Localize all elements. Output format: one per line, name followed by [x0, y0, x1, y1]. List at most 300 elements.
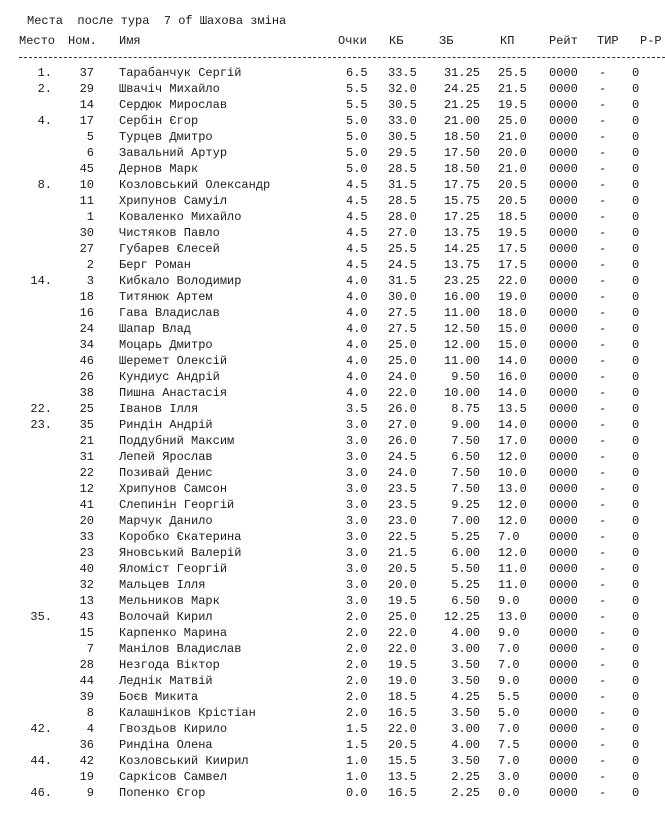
- table-row: [0, 273, 665, 289]
- cell-pr: 0: [632, 322, 640, 336]
- cell-points: 3.5: [346, 402, 368, 416]
- cell-num: 20: [79, 514, 94, 528]
- cell-num: 19: [79, 770, 94, 784]
- cell-zb: 12.25: [443, 610, 480, 624]
- cell-num: 23: [79, 546, 94, 560]
- table-row: [0, 737, 665, 753]
- cell-kp: 13.5: [498, 402, 527, 416]
- cell-tir: -: [599, 146, 607, 160]
- cell-zb: 7.00: [451, 514, 480, 528]
- cell-zb: 11.00: [443, 354, 480, 368]
- cell-place: 1.: [37, 66, 52, 80]
- table-row: [0, 577, 665, 593]
- cell-points: 3.0: [346, 418, 368, 432]
- table-row: [0, 305, 665, 321]
- cell-zb: 5.25: [451, 578, 480, 592]
- cell-num: 29: [79, 82, 94, 96]
- cell-rating: 0000: [549, 402, 578, 416]
- cell-name: Хрипунов Самуіл: [119, 194, 228, 208]
- cell-tir: -: [599, 338, 607, 352]
- cell-name: Шапар Влад: [119, 322, 192, 336]
- cell-place: 14.: [30, 274, 52, 288]
- cell-rating: 0000: [549, 562, 578, 576]
- cell-rating: 0000: [549, 130, 578, 144]
- cell-tir: -: [599, 546, 607, 560]
- cell-tir: -: [599, 114, 607, 128]
- cell-zb: 7.50: [451, 434, 480, 448]
- cell-zb: 13.75: [443, 258, 480, 272]
- cell-tir: -: [599, 530, 607, 544]
- cell-tir: -: [599, 418, 607, 432]
- cell-name: Сербін Єгор: [119, 114, 199, 128]
- cell-num: 5: [86, 130, 94, 144]
- cell-pr: 0: [632, 738, 640, 752]
- cell-zb: 3.50: [451, 706, 480, 720]
- table-row: [0, 401, 665, 417]
- cell-tir: -: [599, 674, 607, 688]
- cell-kp: 13.0: [498, 610, 527, 624]
- cell-points: 2.0: [346, 642, 368, 656]
- cell-num: 27: [79, 242, 94, 256]
- cell-rating: 0000: [549, 178, 578, 192]
- table-row: [0, 721, 665, 737]
- cell-name: Шеремет Олексій: [119, 354, 228, 368]
- cell-kp: 19.5: [498, 98, 527, 112]
- cell-num: 8: [86, 706, 94, 720]
- cell-kp: 20.0: [498, 146, 527, 160]
- cell-pr: 0: [632, 354, 640, 368]
- cell-zb: 13.75: [443, 226, 480, 240]
- cell-name: Мальцев Ілля: [119, 578, 206, 592]
- cell-points: 4.0: [346, 338, 368, 352]
- cell-tir: -: [599, 178, 607, 192]
- cell-kb: 20.0: [388, 578, 417, 592]
- cell-name: Волочай Кирил: [119, 610, 213, 624]
- cell-rating: 0000: [549, 530, 578, 544]
- cell-kp: 12.0: [498, 498, 527, 512]
- cell-tir: -: [599, 370, 607, 384]
- cell-points: 4.0: [346, 354, 368, 368]
- cell-name: Кибкало Володимир: [119, 274, 242, 288]
- cell-kp: 9.0: [498, 626, 520, 640]
- cell-pr: 0: [632, 562, 640, 576]
- cell-zb: 4.00: [451, 738, 480, 752]
- cell-zb: 21.25: [443, 98, 480, 112]
- cell-pr: 0: [632, 130, 640, 144]
- cell-num: 7: [86, 642, 94, 656]
- cell-rating: 0000: [549, 258, 578, 272]
- cell-tir: -: [599, 354, 607, 368]
- cell-kp: 7.0: [498, 530, 520, 544]
- table-row: [0, 337, 665, 353]
- cell-rating: 0000: [549, 226, 578, 240]
- cell-kp: 11.0: [498, 562, 527, 576]
- cell-name: Карпенко Марина: [119, 626, 228, 640]
- cell-pr: 0: [632, 466, 640, 480]
- cell-rating: 0000: [549, 722, 578, 736]
- cell-zb: 3.00: [451, 722, 480, 736]
- cell-pr: 0: [632, 690, 640, 704]
- cell-pr: 0: [632, 642, 640, 656]
- cell-pr: 0: [632, 290, 640, 304]
- cell-zb: 17.25: [443, 210, 480, 224]
- cell-tir: -: [599, 738, 607, 752]
- cell-rating: 0000: [549, 466, 578, 480]
- cell-points: 1.5: [346, 738, 368, 752]
- header-kp: КП: [500, 34, 515, 48]
- cell-rating: 0000: [549, 338, 578, 352]
- table-row: [0, 97, 665, 113]
- cell-kb: 24.5: [388, 450, 417, 464]
- cell-points: 3.0: [346, 562, 368, 576]
- cell-name: Дернов Марк: [119, 162, 199, 176]
- cell-pr: 0: [632, 626, 640, 640]
- cell-kp: 25.0: [498, 114, 527, 128]
- cell-num: 39: [79, 690, 94, 704]
- cell-pr: 0: [632, 786, 640, 800]
- cell-zb: 12.50: [443, 322, 480, 336]
- cell-name: Калашніков Крістіан: [119, 706, 256, 720]
- cell-kb: 28.0: [388, 210, 417, 224]
- cell-points: 3.0: [346, 450, 368, 464]
- cell-tir: -: [599, 498, 607, 512]
- cell-kb: 21.5: [388, 546, 417, 560]
- cell-kb: 15.5: [388, 754, 417, 768]
- table-row: [0, 241, 665, 257]
- cell-kb: 31.5: [388, 274, 417, 288]
- cell-num: 46: [79, 354, 94, 368]
- cell-rating: 0000: [549, 418, 578, 432]
- cell-rating: 0000: [549, 482, 578, 496]
- cell-zb: 24.25: [443, 82, 480, 96]
- cell-kp: 14.0: [498, 386, 527, 400]
- cell-num: 41: [79, 498, 94, 512]
- cell-zb: 6.00: [451, 546, 480, 560]
- header-pr: Р-Р: [640, 34, 662, 48]
- cell-kp: 17.5: [498, 242, 527, 256]
- cell-name: Коробко Єкатерина: [119, 530, 242, 544]
- cell-tir: -: [599, 258, 607, 272]
- cell-pr: 0: [632, 242, 640, 256]
- cell-name: Боєв Микита: [119, 690, 199, 704]
- cell-kp: 12.0: [498, 514, 527, 528]
- cell-kb: 22.0: [388, 722, 417, 736]
- cell-rating: 0000: [549, 626, 578, 640]
- cell-kp: 0.0: [498, 786, 520, 800]
- cell-points: 2.0: [346, 626, 368, 640]
- cell-points: 5.0: [346, 130, 368, 144]
- cell-name: Мельников Марк: [119, 594, 220, 608]
- cell-rating: 0000: [549, 578, 578, 592]
- cell-points: 1.0: [346, 754, 368, 768]
- table-row: [0, 289, 665, 305]
- cell-num: 14: [79, 98, 94, 112]
- cell-pr: 0: [632, 98, 640, 112]
- cell-name: Позивай Денис: [119, 466, 213, 480]
- cell-kb: 30.5: [388, 98, 417, 112]
- cell-rating: 0000: [549, 786, 578, 800]
- cell-tir: -: [599, 658, 607, 672]
- cell-num: 28: [79, 658, 94, 672]
- table-row: [0, 593, 665, 609]
- cell-name: Лепей Ярослав: [119, 450, 213, 464]
- cell-kp: 21.0: [498, 130, 527, 144]
- cell-kp: 7.0: [498, 658, 520, 672]
- cell-points: 4.0: [346, 306, 368, 320]
- cell-tir: -: [599, 66, 607, 80]
- cell-pr: 0: [632, 338, 640, 352]
- cell-points: 2.0: [346, 674, 368, 688]
- cell-kb: 22.5: [388, 530, 417, 544]
- cell-rating: 0000: [549, 450, 578, 464]
- cell-num: 4: [86, 722, 94, 736]
- cell-kb: 25.0: [388, 338, 417, 352]
- cell-tir: -: [599, 386, 607, 400]
- cell-tir: -: [599, 450, 607, 464]
- cell-zb: 12.00: [443, 338, 480, 352]
- cell-kp: 12.0: [498, 450, 527, 464]
- cell-num: 37: [79, 66, 94, 80]
- cell-num: 2: [86, 258, 94, 272]
- cell-kp: 3.0: [498, 770, 520, 784]
- cell-pr: 0: [632, 706, 640, 720]
- header-name: Имя: [119, 34, 141, 48]
- cell-zb: 7.50: [451, 466, 480, 480]
- cell-name: Саркісов Самвел: [119, 770, 228, 784]
- cell-pr: 0: [632, 66, 640, 80]
- cell-rating: 0000: [549, 242, 578, 256]
- cell-zb: 4.25: [451, 690, 480, 704]
- cell-name: Яновський Валерій: [119, 546, 242, 560]
- cell-kp: 12.0: [498, 546, 527, 560]
- cell-tir: -: [599, 162, 607, 176]
- cell-kp: 20.5: [498, 178, 527, 192]
- cell-rating: 0000: [549, 434, 578, 448]
- cell-points: 2.0: [346, 690, 368, 704]
- cell-place: 22.: [30, 402, 52, 416]
- cell-pr: 0: [632, 434, 640, 448]
- cell-pr: 0: [632, 530, 640, 544]
- cell-zb: 15.75: [443, 194, 480, 208]
- cell-num: 36: [79, 738, 94, 752]
- cell-place: 35.: [30, 610, 52, 624]
- cell-points: 4.0: [346, 274, 368, 288]
- table-row: [0, 177, 665, 193]
- cell-kb: 33.0: [388, 114, 417, 128]
- cell-kb: 29.5: [388, 146, 417, 160]
- cell-tir: -: [599, 306, 607, 320]
- cell-name: Леднік Матвій: [119, 674, 213, 688]
- cell-tir: -: [599, 770, 607, 784]
- cell-num: 32: [79, 578, 94, 592]
- cell-name: Швачіч Михайло: [119, 82, 220, 96]
- cell-name: Губарев Єлесей: [119, 242, 220, 256]
- cell-kb: 24.5: [388, 258, 417, 272]
- cell-tir: -: [599, 754, 607, 768]
- cell-num: 34: [79, 338, 94, 352]
- cell-pr: 0: [632, 546, 640, 560]
- cell-zb: 2.25: [451, 770, 480, 784]
- cell-pr: 0: [632, 194, 640, 208]
- cell-zb: 3.00: [451, 642, 480, 656]
- header-tir: ТИР: [597, 34, 619, 48]
- table-row: [0, 129, 665, 145]
- cell-kp: 7.0: [498, 642, 520, 656]
- table-row: [0, 161, 665, 177]
- cell-kb: 19.5: [388, 594, 417, 608]
- cell-rating: 0000: [549, 754, 578, 768]
- cell-rating: 0000: [549, 354, 578, 368]
- cell-points: 3.0: [346, 466, 368, 480]
- cell-kb: 16.5: [388, 786, 417, 800]
- cell-pr: 0: [632, 482, 640, 496]
- cell-num: 21: [79, 434, 94, 448]
- cell-kb: 22.0: [388, 386, 417, 400]
- cell-zb: 9.25: [451, 498, 480, 512]
- cell-rating: 0000: [549, 498, 578, 512]
- cell-rating: 0000: [549, 162, 578, 176]
- cell-rating: 0000: [549, 514, 578, 528]
- cell-kp: 21.5: [498, 82, 527, 96]
- cell-name: Кундиус Андрій: [119, 370, 220, 384]
- cell-rating: 0000: [549, 770, 578, 784]
- cell-pr: 0: [632, 114, 640, 128]
- cell-kb: 23.5: [388, 482, 417, 496]
- cell-kp: 9.0: [498, 674, 520, 688]
- cell-kb: 25.5: [388, 242, 417, 256]
- cell-kp: 16.0: [498, 370, 527, 384]
- table-row: [0, 609, 665, 625]
- cell-kp: 9.0: [498, 594, 520, 608]
- table-row: [0, 529, 665, 545]
- header-num: Ном.: [68, 34, 97, 48]
- cell-kb: 23.5: [388, 498, 417, 512]
- table-row: [0, 689, 665, 705]
- cell-points: 3.0: [346, 530, 368, 544]
- cell-kp: 14.0: [498, 418, 527, 432]
- cell-kb: 19.0: [388, 674, 417, 688]
- table-row: [0, 209, 665, 225]
- cell-points: 4.5: [346, 210, 368, 224]
- cell-tir: -: [599, 82, 607, 96]
- cell-tir: -: [599, 402, 607, 416]
- cell-kb: 30.0: [388, 290, 417, 304]
- cell-points: 3.0: [346, 498, 368, 512]
- cell-name: Моцарь Дмитро: [119, 338, 213, 352]
- cell-rating: 0000: [549, 82, 578, 96]
- cell-kp: 11.0: [498, 578, 527, 592]
- cell-kp: 15.0: [498, 322, 527, 336]
- cell-kb: 18.5: [388, 690, 417, 704]
- cell-tir: -: [599, 594, 607, 608]
- cell-kp: 17.0: [498, 434, 527, 448]
- cell-points: 4.5: [346, 258, 368, 272]
- cell-place: 46.: [30, 786, 52, 800]
- cell-tir: -: [599, 610, 607, 624]
- cell-num: 30: [79, 226, 94, 240]
- cell-kp: 7.0: [498, 722, 520, 736]
- header-points: Очки: [338, 34, 367, 48]
- table-row: [0, 449, 665, 465]
- table-row: [0, 113, 665, 129]
- cell-rating: 0000: [549, 274, 578, 288]
- cell-tir: -: [599, 626, 607, 640]
- cell-kb: 25.0: [388, 354, 417, 368]
- cell-points: 2.0: [346, 610, 368, 624]
- table-row: [0, 481, 665, 497]
- table-row: [0, 657, 665, 673]
- cell-pr: 0: [632, 450, 640, 464]
- cell-tir: -: [599, 690, 607, 704]
- cell-pr: 0: [632, 770, 640, 784]
- cell-points: 5.0: [346, 114, 368, 128]
- cell-zb: 18.50: [443, 162, 480, 176]
- cell-rating: 0000: [549, 674, 578, 688]
- cell-points: 3.0: [346, 482, 368, 496]
- cell-tir: -: [599, 466, 607, 480]
- cell-kb: 31.5: [388, 178, 417, 192]
- cell-rating: 0000: [549, 114, 578, 128]
- cell-num: 44: [79, 674, 94, 688]
- cell-kp: 18.5: [498, 210, 527, 224]
- cell-name: Слепинін Георгій: [119, 498, 235, 512]
- cell-name: Попенко Єгор: [119, 786, 206, 800]
- cell-zb: 14.25: [443, 242, 480, 256]
- cell-rating: 0000: [549, 146, 578, 160]
- cell-pr: 0: [632, 514, 640, 528]
- cell-tir: -: [599, 322, 607, 336]
- cell-kb: 30.5: [388, 130, 417, 144]
- cell-points: 4.5: [346, 226, 368, 240]
- cell-kb: 26.0: [388, 434, 417, 448]
- cell-pr: 0: [632, 402, 640, 416]
- cell-rating: 0000: [549, 546, 578, 560]
- cell-num: 13: [79, 594, 94, 608]
- cell-name: Марчук Данило: [119, 514, 213, 528]
- cell-num: 31: [79, 450, 94, 464]
- cell-name: Гвоздьов Кирило: [119, 722, 228, 736]
- cell-points: 4.0: [346, 386, 368, 400]
- table-row: [0, 225, 665, 241]
- cell-kp: 5.5: [498, 690, 520, 704]
- cell-kb: 16.5: [388, 706, 417, 720]
- cell-kp: 19.5: [498, 226, 527, 240]
- cell-pr: 0: [632, 162, 640, 176]
- cell-name: Козловський Киирил: [119, 754, 249, 768]
- cell-points: 3.0: [346, 578, 368, 592]
- cell-zb: 7.50: [451, 482, 480, 496]
- cell-tir: -: [599, 562, 607, 576]
- cell-rating: 0000: [549, 322, 578, 336]
- cell-rating: 0000: [549, 690, 578, 704]
- header-place: Место: [19, 34, 56, 48]
- cell-zb: 3.50: [451, 754, 480, 768]
- cell-points: 5.5: [346, 82, 368, 96]
- cell-place: 44.: [30, 754, 52, 768]
- cell-name: Тарабанчук Сергій: [119, 66, 242, 80]
- cell-kp: 7.5: [498, 738, 520, 752]
- cell-rating: 0000: [549, 386, 578, 400]
- cell-num: 17: [79, 114, 94, 128]
- cell-pr: 0: [632, 258, 640, 272]
- cell-kp: 17.5: [498, 258, 527, 272]
- cell-tir: -: [599, 482, 607, 496]
- cell-kb: 27.5: [388, 322, 417, 336]
- cell-num: 18: [79, 290, 94, 304]
- table-row: [0, 193, 665, 209]
- cell-points: 5.5: [346, 98, 368, 112]
- cell-num: 35: [79, 418, 94, 432]
